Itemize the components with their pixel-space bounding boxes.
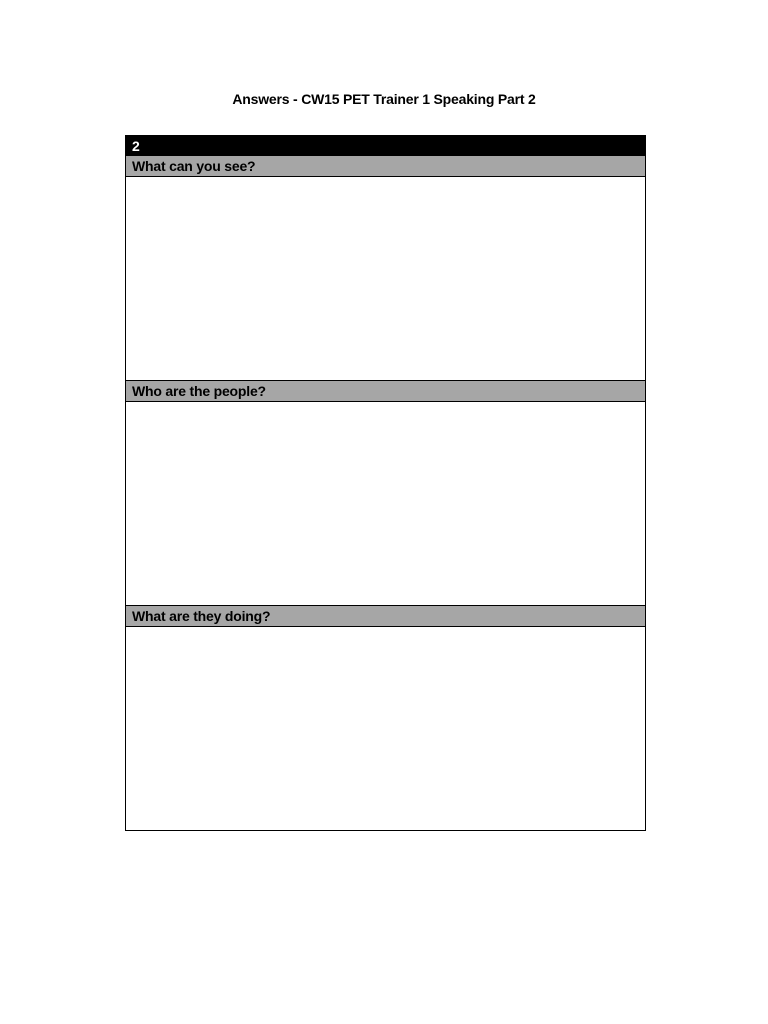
table-header-row [126, 136, 646, 156]
answer-box-what-can-you-see[interactable] [126, 177, 646, 381]
exercise-number: 2 [126, 136, 646, 156]
question-label-who-are-the-people: Who are the people? [126, 381, 646, 402]
question-row [126, 156, 646, 177]
answer-row [126, 402, 646, 606]
answers-table [125, 135, 646, 831]
question-row [126, 606, 646, 627]
question-label-what-can-you-see: What can you see? [126, 156, 646, 177]
page-title: Answers - CW15 PET Trainer 1 Speaking Part 2 [232, 91, 536, 107]
answer-box-what-are-they-doing[interactable] [126, 627, 646, 831]
answer-box-who-are-the-people[interactable] [126, 402, 646, 606]
answer-row [126, 177, 646, 381]
answer-row [126, 627, 646, 831]
question-row [126, 381, 646, 402]
question-label-what-are-they-doing: What are they doing? [126, 606, 646, 627]
